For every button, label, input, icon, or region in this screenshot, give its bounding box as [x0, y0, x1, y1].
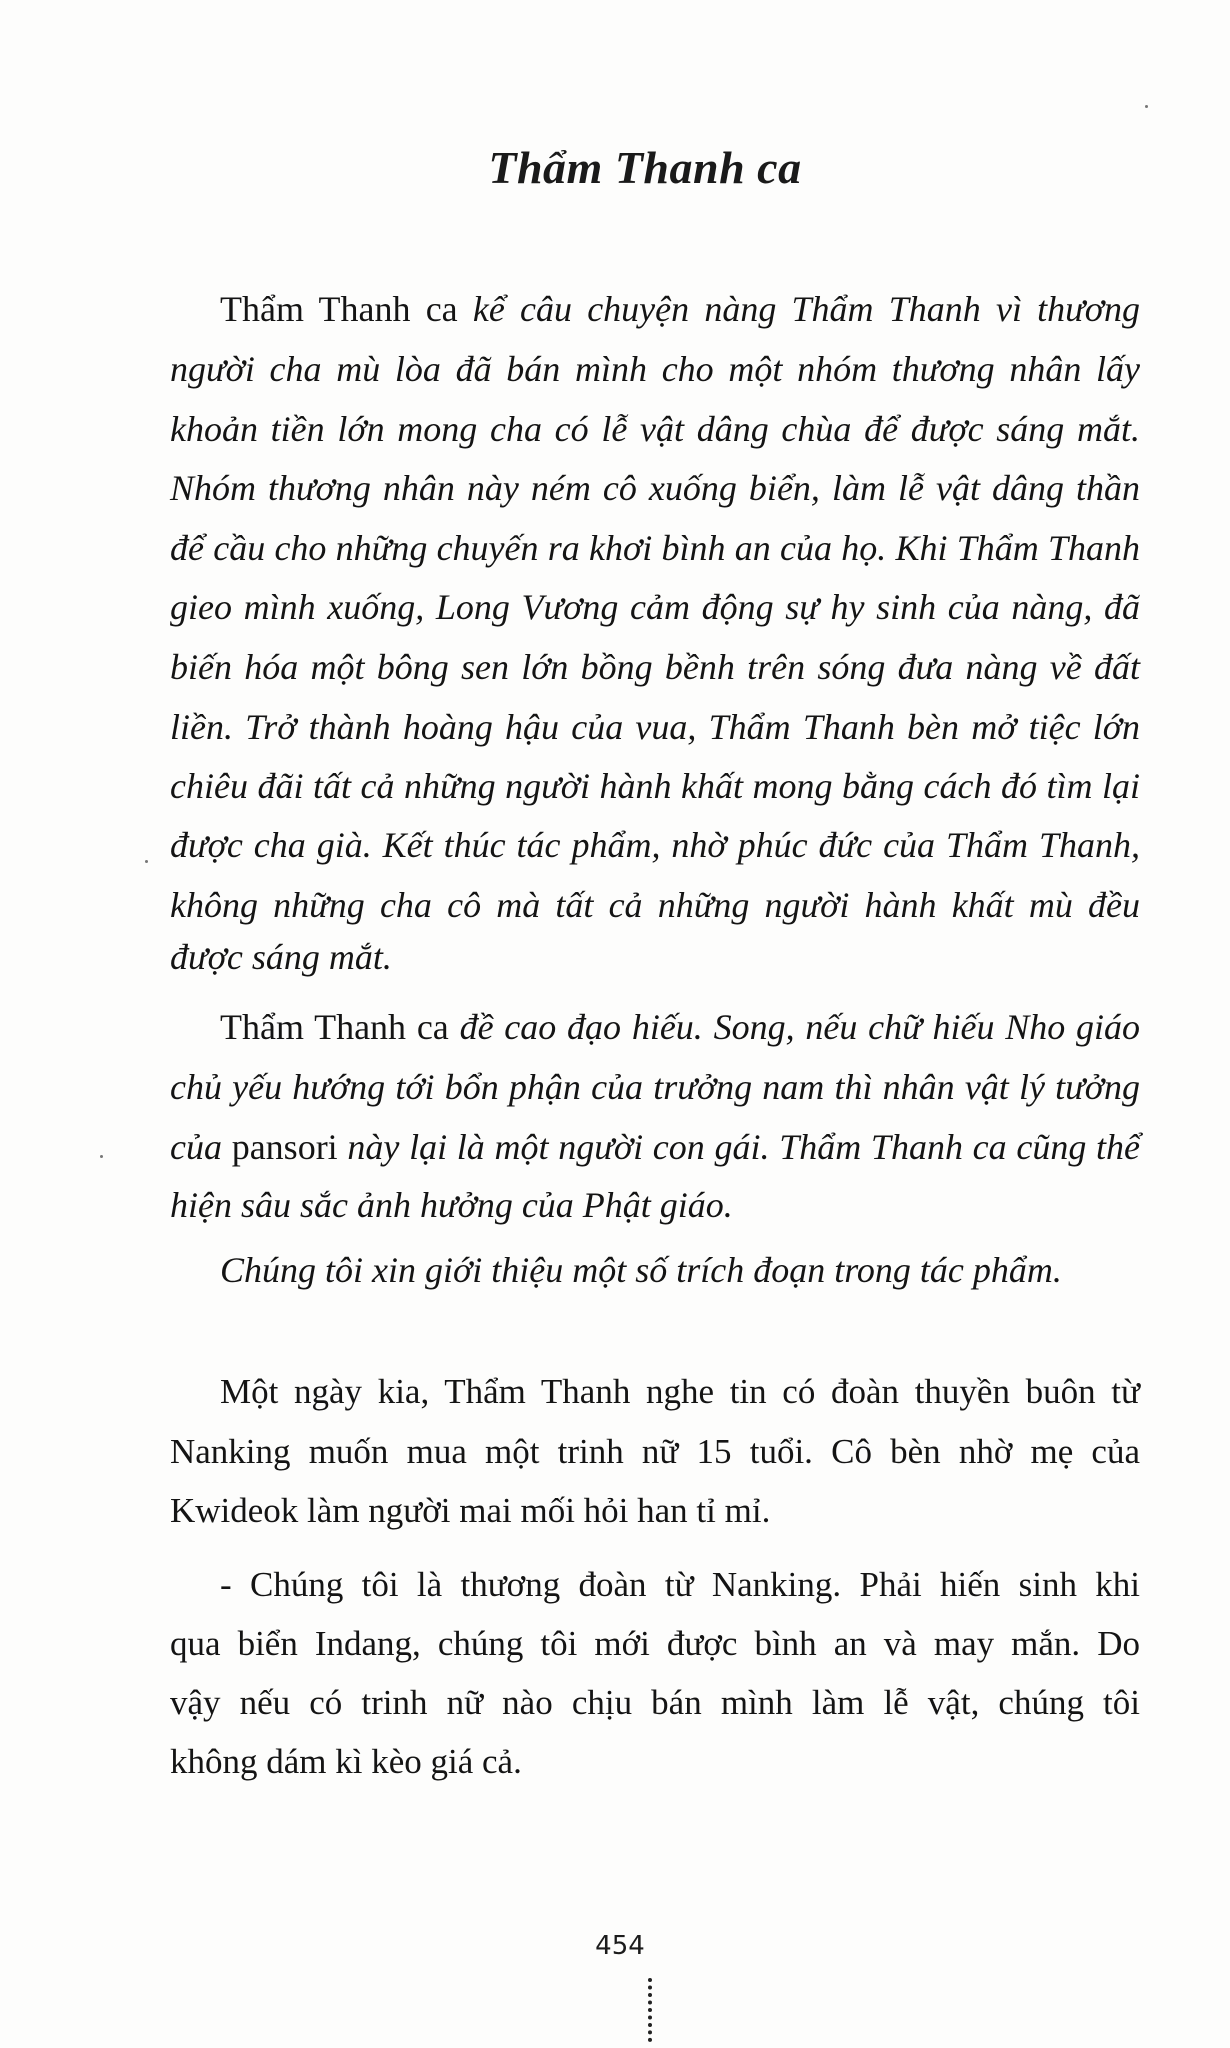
intro-line: khoản tiền lớn mong cha có lễ vật dâng chùa để được sáng mắt. — [170, 409, 1140, 449]
intro-line: chủ yếu hướng tới bổn phận của trưởng nam thì nhân vật lý tưởng — [170, 1067, 1140, 1107]
intro-line: người cha mù lòa đã bán mình cho một nhóm thương nhân lấy — [170, 349, 1140, 389]
intro-line: chiêu đãi tất cả những người hành khất mong bằng cách đó tìm lại — [170, 766, 1140, 806]
intro-line: Chúng tôi xin giới thiệu một số trích đoạn trong tác phẩm. — [220, 1250, 1062, 1290]
intro-line: liền. Trở thành hoàng hậu của vua, Thẩm Thanh bèn mở tiệc lớn — [170, 707, 1140, 747]
intro-line: không những cha cô mà tất cả những người hành khất mù đều — [170, 885, 1140, 925]
scan-speck — [1145, 105, 1148, 108]
intro-line: biến hóa một bông sen lớn bồng bềnh trên sóng đưa nàng về đất — [170, 647, 1140, 687]
excerpt-line: vậy nếu có trinh nữ nào chịu bán mình làm lễ vật, chúng tôi — [170, 1683, 1140, 1722]
excerpt-line: Một ngày kia, Thẩm Thanh nghe tin có đoàn thuyền buôn từ — [220, 1372, 1140, 1411]
scan-speck — [100, 1155, 103, 1158]
intro-line: gieo mình xuống, Long Vương cảm động sự hy sinh của nàng, đã — [170, 587, 1140, 627]
intro-line: được sáng mắt. — [170, 937, 392, 977]
excerpt-line: Kwideok làm người mai mối hỏi han tỉ mỉ. — [170, 1491, 771, 1530]
excerpt-line: không dám kì kèo giá cả. — [170, 1742, 522, 1781]
intro-line: của pansori này lại là một người con gái. Thẩm Thanh ca cũng thể — [170, 1127, 1141, 1167]
intro-line: Nhóm thương nhân này ném cô xuống biển, làm lễ vật dâng thần — [170, 468, 1140, 508]
intro-line: Thẩm Thanh ca kể câu chuyện nàng Thẩm Thanh vì thương — [220, 289, 1141, 329]
chapter-title: Thẩm Thanh ca — [488, 142, 802, 193]
intro-line: để cầu cho những chuyến ra khơi bình an của họ. Khi Thẩm Thanh — [170, 528, 1140, 568]
dotted-divider — [648, 1978, 652, 2042]
excerpt-line: qua biển Indang, chúng tôi mới được bình an và may mắn. Do — [170, 1624, 1140, 1663]
excerpt-line: Nanking muốn mua một trinh nữ 15 tuổi. Cô bèn nhờ mẹ của — [170, 1432, 1140, 1471]
intro-line: được cha già. Kết thúc tác phẩm, nhờ phúc đức của Thẩm Thanh, — [170, 825, 1140, 865]
scan-speck — [145, 860, 148, 863]
intro-line: hiện sâu sắc ảnh hưởng của Phật giáo. — [170, 1185, 733, 1225]
page-number: 454 — [595, 1931, 645, 1961]
intro-line: Thẩm Thanh ca đề cao đạo hiếu. Song, nếu chữ hiếu Nho giáo — [220, 1007, 1140, 1047]
excerpt-line: - Chúng tôi là thương đoàn từ Nanking. Phải hiến sinh khi — [220, 1565, 1140, 1604]
